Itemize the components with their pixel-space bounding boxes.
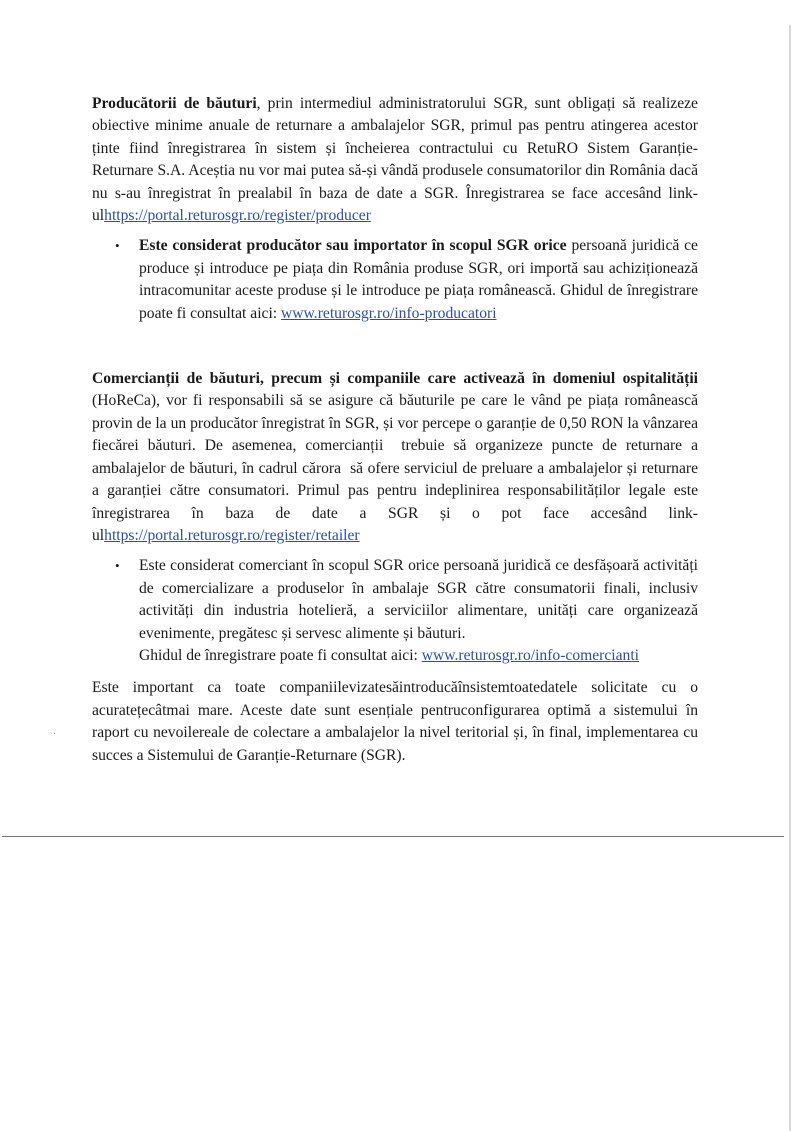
retailer-definition-text: Este considerat comerciant în scopul SGR orice persoană juridică ce desfășoară activități de comercializare a produselor în ambalaje SGR către consumatorii finali, inclusiv activități din industria hotelieră, a serviciilor alimentare, unități care organizează evenimente, pregătesc și servesc alimente și băuturi. — [139, 557, 698, 642]
retailers-text: (HoReCa), vor fi responsabili să se asigure că băuturile pe care le vând pe piața românească provin de la un producător înregistrat în SGR, și vor percepe o garanție de 0,50 RON la vânzarea fiecărei băuturi. De asemenea, comercianții trebuie să organizeze puncte de returnare a ambalajelor de băuturi, în cadrul cărora să ofere serviciul de preluare a ambalajelor și returnare a garanției către consumatori. Primul pas pentru indeplinirea responsabilităților legale este înregistrarea în baza de date a SGR și o pot face accesând link-ul — [92, 370, 702, 544]
producers-paragraph — [92, 93, 698, 227]
retailers-section — [92, 368, 702, 667]
page-edge-line — [789, 25, 791, 1131]
bullet-icon: • — [115, 558, 120, 574]
producer-definition-text: persoană juridică ce produce și introduce pe piața din România produse SGR, ori importă sau achiziționează intracomunitar aceste produse și le introduce pe piața românească. Ghidul de înregistrare poate fi consultat aici: — [139, 237, 698, 322]
producers-heading: Producătorii de băuturi — [92, 95, 257, 112]
producer-definition-bold: Este considerat producător sau importator în scopul SGR orice — [139, 237, 567, 255]
retailers-paragraph — [92, 368, 702, 547]
horizontal-divider — [2, 836, 784, 837]
retailer-guide-link[interactable]: www.returosgr.ro/info-comercianti — [421, 646, 639, 664]
bullet-icon: • — [115, 238, 120, 254]
retailer-register-link[interactable]: https://portal.returosgr.ro/register/retailer — [104, 526, 360, 544]
producer-guide-link[interactable]: www.returosgr.ro/info-producatori — [281, 304, 497, 322]
closing-paragraph: Este important ca toate companiilevizatesăintroducăînsistemtoatedatele solicitate cu o acuratețecâtmai mare. Aceste date sunt esențiale pentruconfigurarea optimă a sistemului în raport cu nevoilereale de colectare a ambalajelor la nivel teritorial și, în final, implementarea cu succes a Sistemului de Garanție-Returnare (SGR). — [92, 679, 698, 764]
document-body — [92, 93, 702, 767]
producers-text: , prin intermediul administratorului SGR, sunt obligați să realizeze obiective minime anuale de returnare a ambalajelor SGR, primul pas pentru atingerea acestor ținte fiind înregistrarea în sistem și încheierea contractului cu RetuRO Sistem Garanție-Returnare S.A. Aceștia nu vor mai putea să-și vândă produsele consumatorilor din România dacă nu s-au înregistrat în prealabil în baza de date a SGR. Înregistrarea se face accesând link-ul — [92, 95, 698, 225]
producers-bullet-list — [92, 235, 698, 325]
scan-speck — [54, 733, 55, 734]
list-item — [92, 235, 698, 325]
retailers-heading: Comercianții de băuturi, precum și companiile care activează în domeniul ospitalității — [92, 370, 698, 388]
retailer-guide-text: Ghidul de înregistrare poate fi consultat aici: — [139, 646, 422, 664]
retailers-bullet-list — [92, 555, 698, 667]
producer-register-link[interactable]: https://portal.returosgr.ro/register/producer — [104, 207, 371, 225]
list-item — [92, 555, 698, 667]
producers-section — [92, 93, 698, 325]
